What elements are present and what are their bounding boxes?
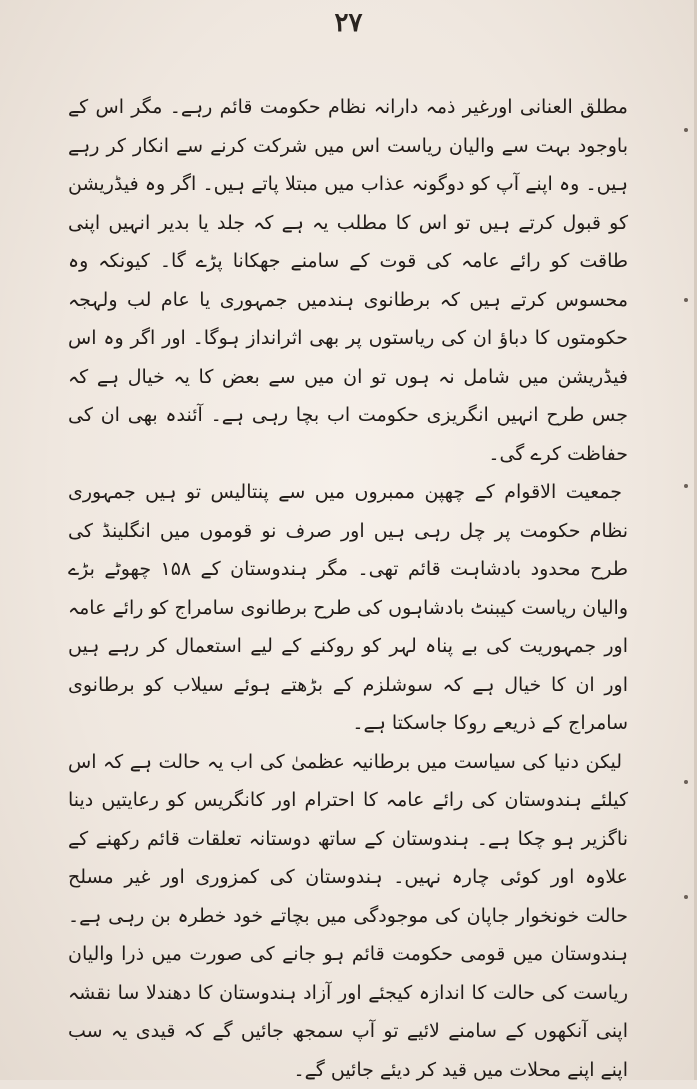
paragraph-1: مطلق العنانی اورغیر ذمہ دارانہ نظام حکومت قائم رہے۔ مگر اس کے باوجود بہت سے والیان ریاست اس میں شرکت کرنے سے انکار کر رہے ہیں۔ وہ اپنے آپ کو دوگونہ عذاب میں مبتلا پاتے ہیں۔ اگر وہ فیڈریشن کو قبول کرتے ہیں تو اس کا مطلب یہ ہے کہ جلد یا بدیر انہیں اپنی طاقت کو رائے عامہ کی قوت کے سامنے جھکانا پڑے گا۔ کیونکہ وہ محسوس کرتے ہیں کہ برطانوی ہندمیں جمہوری یا عام لب ولہجہ حکومتوں کا دباؤ ان کی ریاستوں پر بھی اثرانداز ہوگا۔ اور اگر وہ اس فیڈریشن میں شامل نہ ہوں تو ان میں سے بعض کا یہ خیال ہے کہ جس طرح انہیں انگریزی حکومت اب بچا رہی ہے۔ آئندہ بھی ان کی حفاظت کرے گی۔ — [68, 88, 628, 473]
paragraph-3: لیکن دنیا کی سیاست میں برطانیہ عظمیٰ کی اب یہ حالت ہے کہ اس کیلئے ہندوستان کی رائے عامہ کا احترام اور کانگریس کو رعایتیں دینا ناگزیر ہو چکا ہے۔ ہندوستان کے ساتھ دوستانہ تعلقات قائم رکھنے کے علاوہ اور کوئی چارہ نہیں۔ ہندوستان کی کمزوری اور غیر مسلح حالت خونخوار جاپان کی موجودگی میں بچاتے خود خطرہ بن رہی ہے۔ ہندوستان میں قومی حکومت قائم ہو جانے کی صورت میں ذرا والیان ریاست کی حالت کا اندازہ کیجئے اور آزاد ہندوستان کا دھندلا سا نقشہ اپنی آنکھوں کے سامنے لائیے تو آپ سمجھ جائیں گے کہ قیدی یہ سب اپنے اپنے محلات میں قید کر دیئے جائیں گے۔ — [68, 743, 628, 1089]
margin-marks — [668, 0, 688, 1080]
margin-dot — [684, 484, 688, 488]
margin-dot — [684, 780, 688, 784]
margin-dot — [684, 128, 688, 132]
margin-dot — [684, 298, 688, 302]
page-body-text — [68, 88, 628, 1089]
page-number: ۲۷ — [0, 8, 697, 38]
paragraph-2: جمعیت الاقوام کے چھپن ممبروں میں سے پنتالیس تو ہیں جمہوری نظام حکومت پر چل رہی ہیں اور صرف نو قوموں میں انگلینڈ کی طرح محدود بادشاہت قائم تھی۔ مگر ہندوستان کے ۱۵۸ چھوٹے بڑے والیان ریاست کیبنٹ بادشاہوں کی طرح برطانوی سامراج کو رائے عامہ اور جمہوریت کی بے پناہ لہر کو روکنے کے لیے استعمال کر رہے ہیں اور ان کا خیال ہے کہ سوشلزم کے بڑھتے ہوئے سیلاب کو برطانوی سامراج کے ذریعے روکا جاسکتا ہے۔ — [68, 473, 628, 743]
margin-dot — [684, 895, 688, 899]
